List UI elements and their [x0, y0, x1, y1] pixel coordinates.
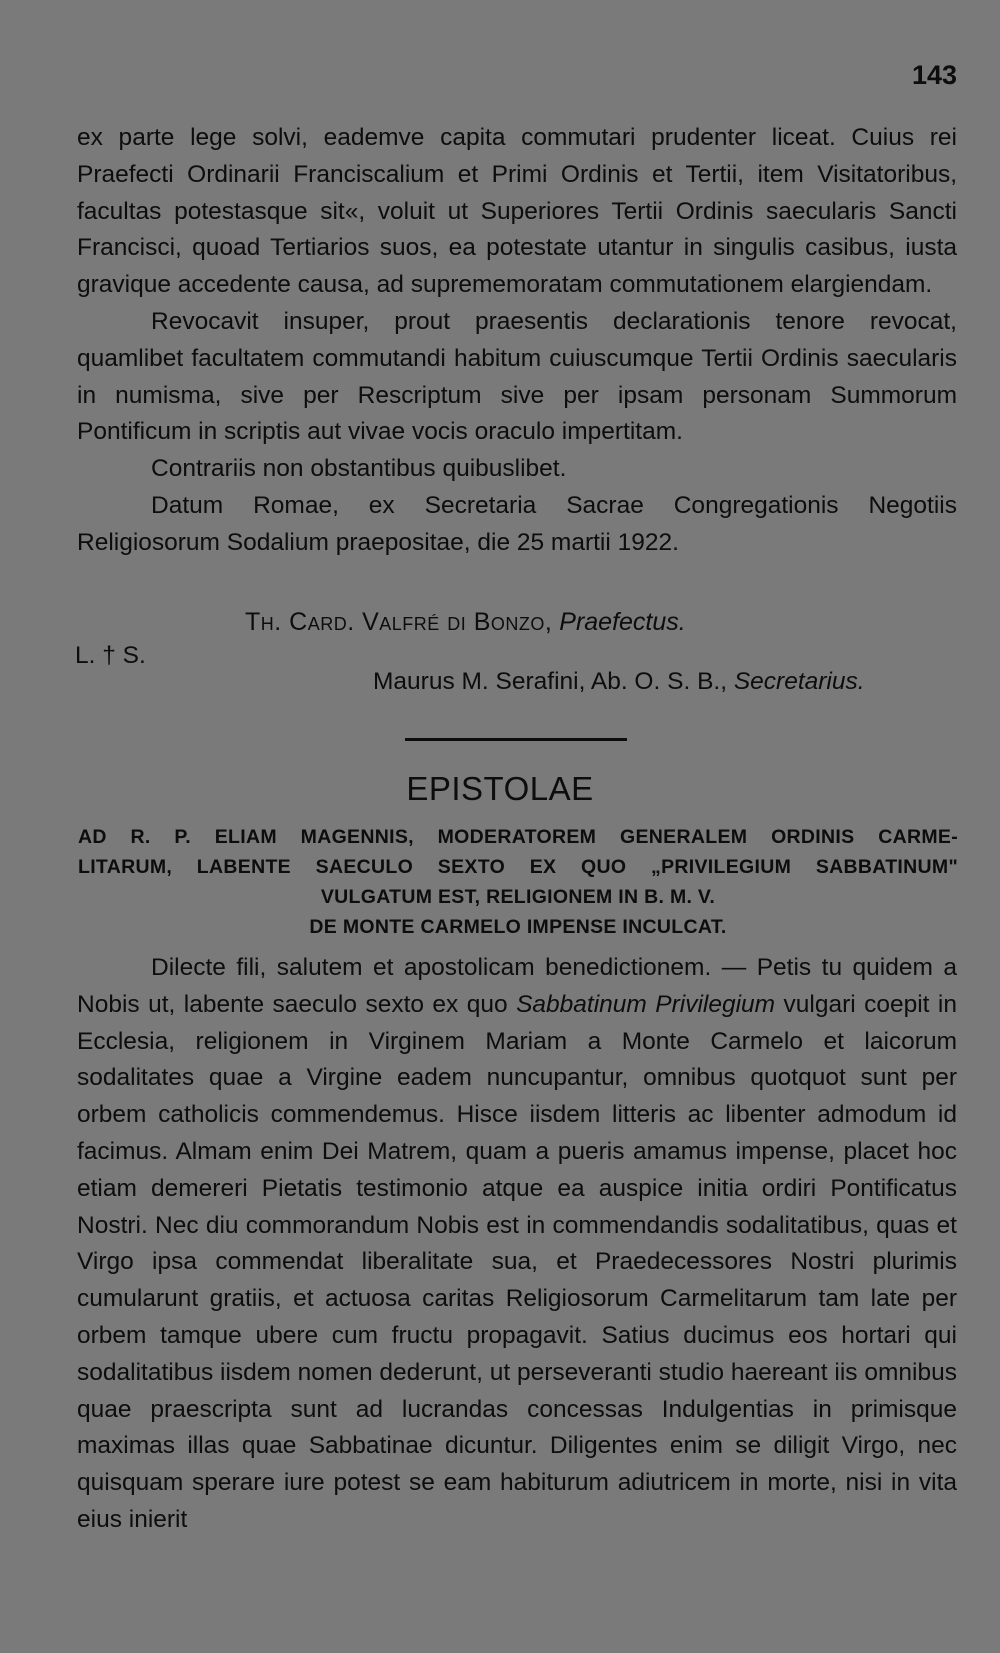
address-line: VULGATUM EST, RELIGIONEM IN B. M. V. [320, 886, 716, 908]
paragraph-continuation: ex parte lege solvi, eademve capita commutari prudenter liceat. Cuius rei Praefecti Ordinarii Franciscalium et Primi Ordinis et Tertii, item Visitatoribus, facultas potestasque sit«, voluit ut Superiores Tertii Ordinis saecularis Sancti Francisci, quoad Tertiarios suos, ea potestate utantur in singulis casibus, iusta gravique accedente causa, ad suprememoratam commutationem elargiendam. [77, 124, 957, 299]
cardinal-name: Th. Card. Valfré di Bonzo, [245, 608, 553, 636]
address-line: AD R. P. ELIAM MAGENNIS, MODERATOREM GENERALEM ORDINIS CARME- [78, 826, 958, 848]
cardinal-title: Praefectus. [559, 608, 686, 636]
letter-italic-phrase: Sabbatinum Privilegium [516, 990, 776, 1018]
address-line: LITARUM, LABENTE SAECULO SEXTO EX QUO „PRIVILEGIUM SABBATINUM" [78, 856, 958, 878]
letter-paragraph [77, 950, 957, 1539]
cardinal-signature [245, 608, 686, 637]
section-divider [405, 738, 627, 741]
seal-mark: L. † S. [75, 642, 146, 669]
paragraph-datum: Datum Romae, ex Secretaria Sacrae Congregationis Negotiis Religiosorum Sodalium praepositae, die 25 martii 1922. [77, 491, 957, 556]
letter-text-before: Dilecte fili, salutem et apostolicam benedictionem. — Petis tu quidem a Nobis ut, labente saeculo sexto ex quo [77, 954, 957, 1018]
paragraph-contrariis: Contrariis non obstantibus quibuslibet. [151, 455, 567, 483]
secretary-signature [373, 668, 865, 696]
letter-text-after: vulgari coepit in Ecclesia, religionem in Virginem Mariam a Monte Carmelo et laicorum sodalitates quae a Virgine eadem nuncupantur, omnibus quotquot sunt per orbem catholicis commendemus. Hisce iisdem litteris ac libenter admodum id facimus. Almam enim Dei Matrem, quam a pueris amamus impense, placet hoc etiam demereri Pietatis testimonio atque ea auspice initia ordiri Pontificatus Nostri. Nec diu commorandum Nobis est in commendandis sodalitatibus, quas et Virgo ipsa commendat liberalitate sua, et Praedecessores Nostri plurimis cumularunt gratiis, et actuosa caritas Religiosorum Carmelitarum tam late per orbem tamque ubere cum fructu propagavit. Satius ducimus eos hortari qui sodalitatibus iisdem nomen dederunt, ut perseveranti studio haereant iis omnibus quae praescripta sunt ad lucrandas concessas Indulgentias in primisque maximas illas quae Sabbatinae dicuntur. Diligentes enim se diligit Virgo, nec quisquam sperare iure potest se eam habiturum adiutricem in morte, nisi in vita eius inierit [77, 990, 957, 1533]
secretary-name: Maurus M. Serafini, Ab. O. S. B., [373, 668, 728, 695]
letter-address [78, 822, 958, 942]
page-number: 143 [912, 60, 958, 90]
secretary-title: Secretarius. [733, 668, 865, 695]
letter-text [77, 950, 957, 1539]
section-heading: EPISTOLAE [406, 770, 594, 807]
paragraph-revocation: Revocavit insuper, prout praesentis declarationis tenore revocat, quamlibet facultatem commutandi habitum cuiuscumque Tertii Ordinis saecularis in numisma, sive per Rescriptum sive per ipsam personam Summorum Pontificum in scriptis aut vivae vocis oraculo impertitam. [77, 307, 957, 446]
address-line: DE MONTE CARMELO IMPENSE INCULCAT. [309, 916, 727, 938]
decree-text [77, 120, 957, 562]
